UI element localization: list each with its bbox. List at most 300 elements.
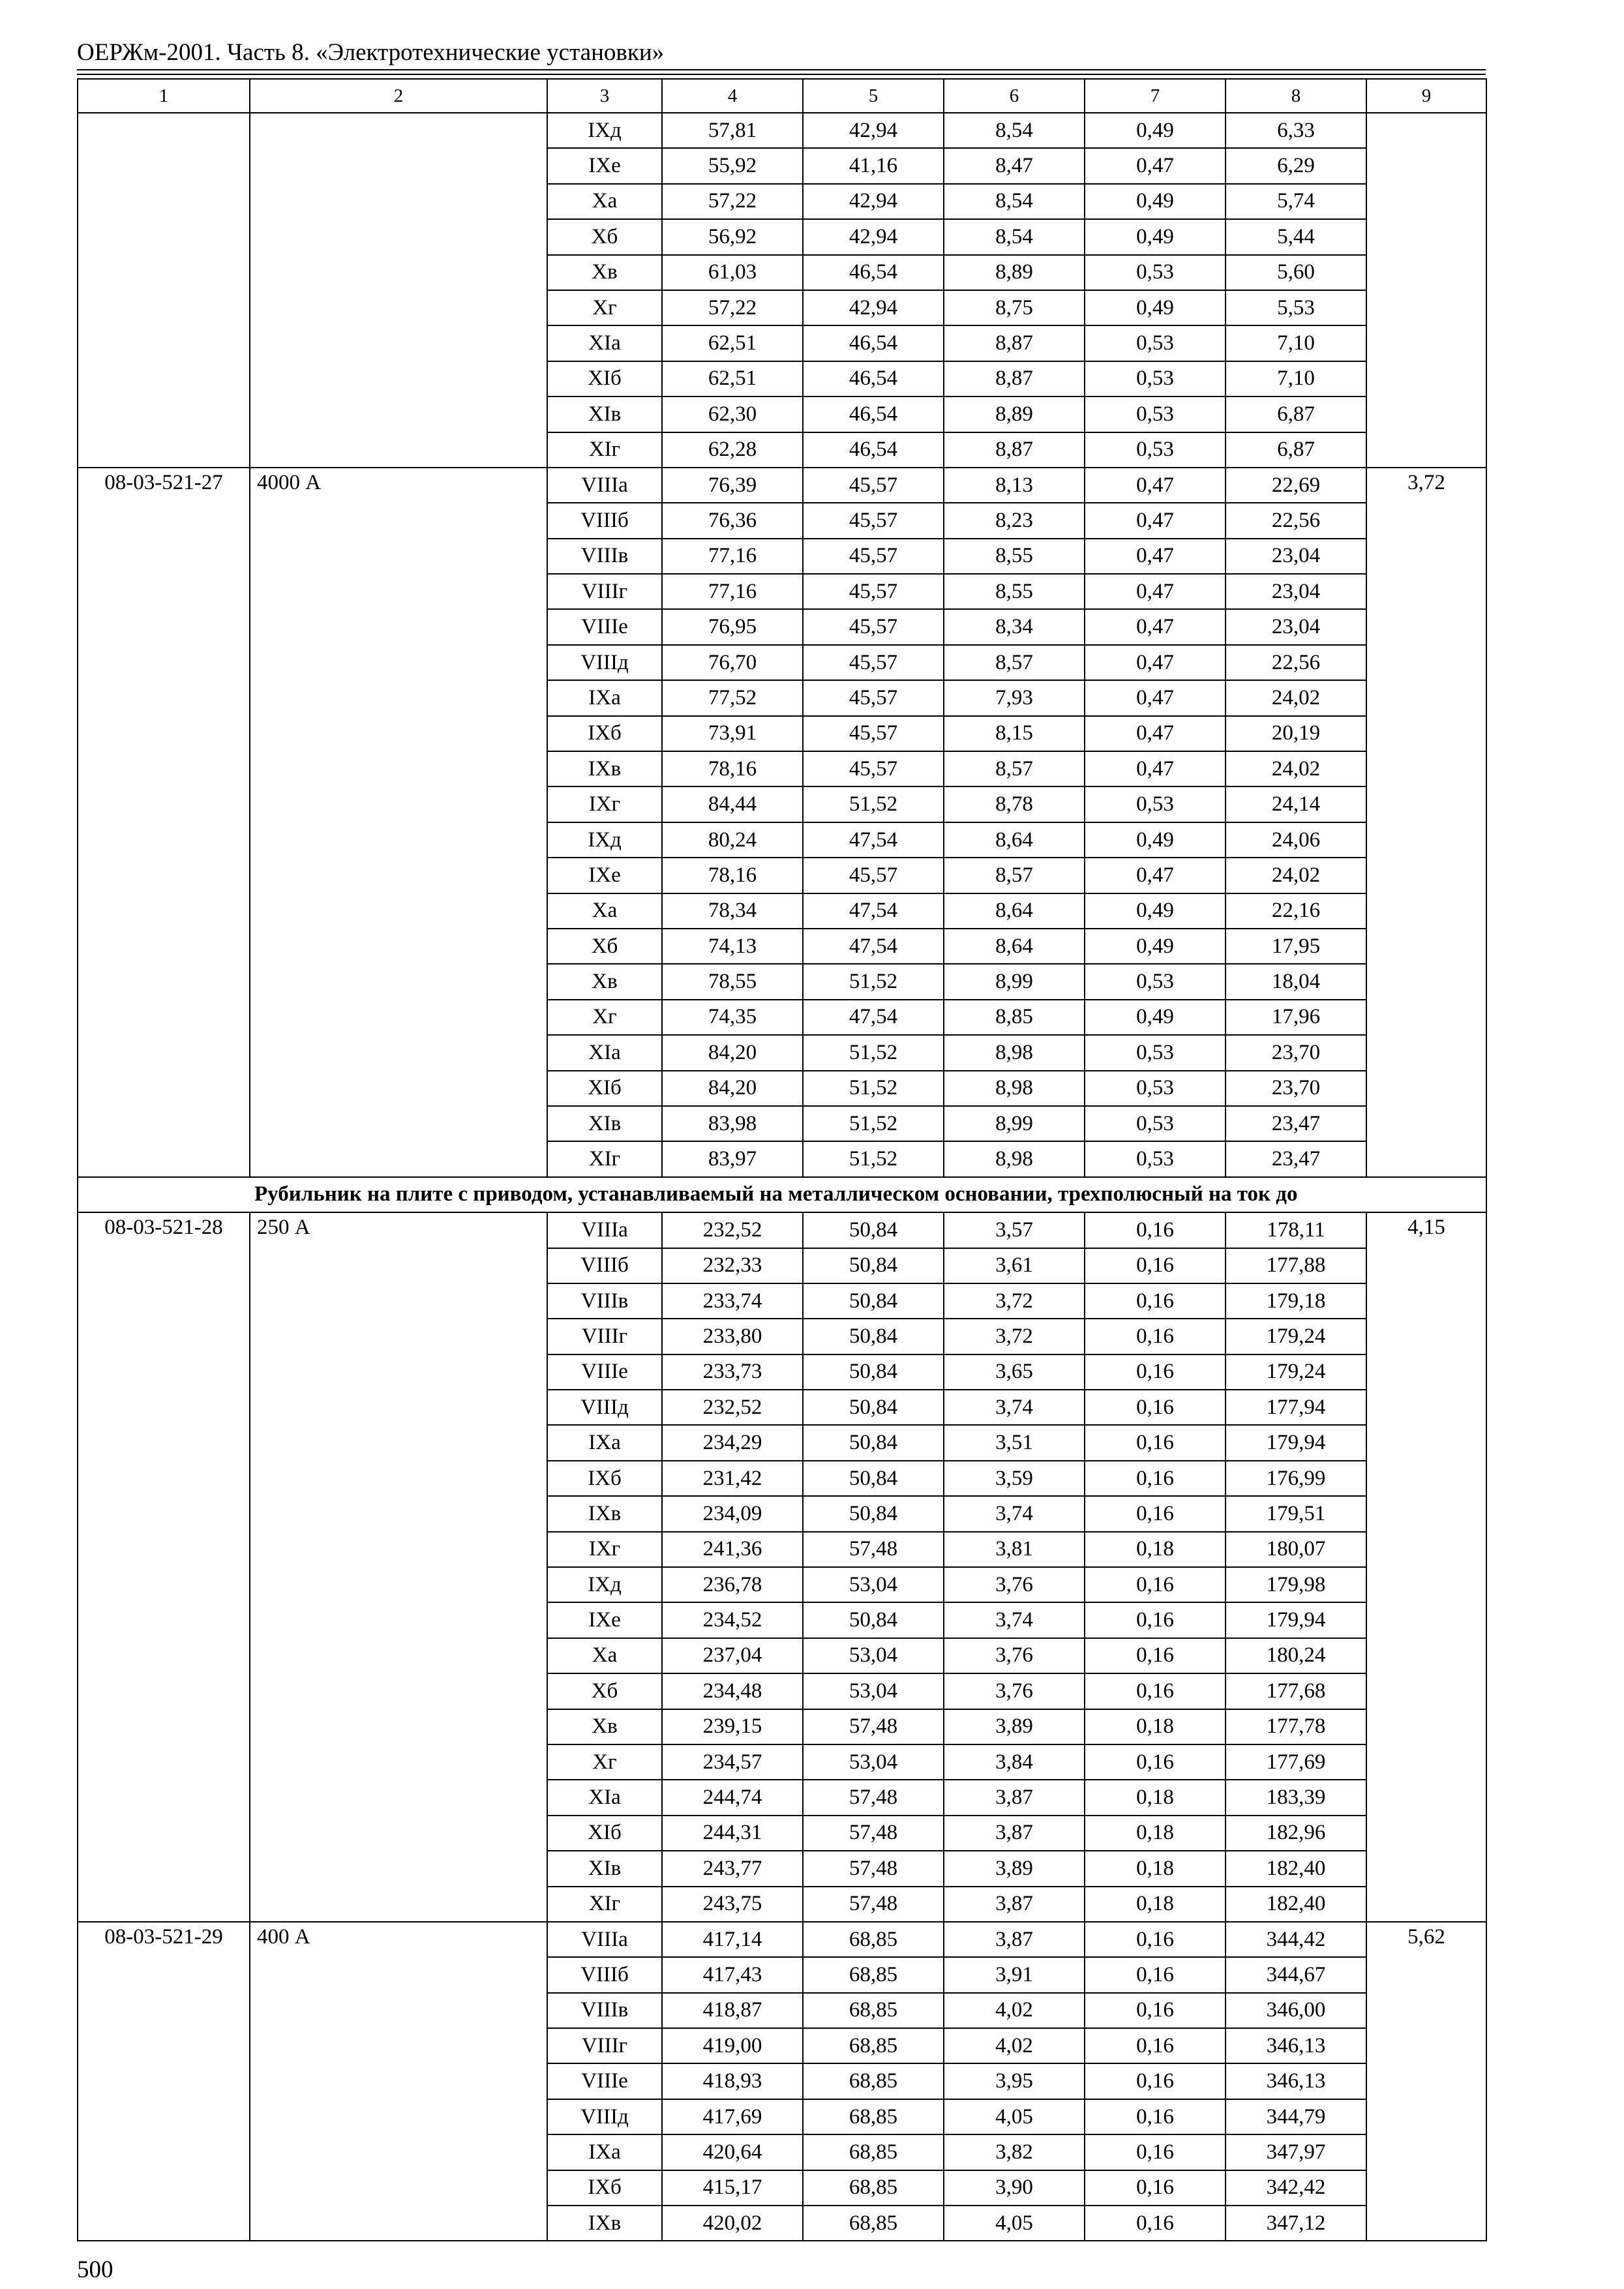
material-cost-cell: 23,47 xyxy=(1226,1141,1366,1176)
material-cost-cell: 23,04 xyxy=(1226,574,1366,609)
driver-wage-cell: 0,53 xyxy=(1085,1106,1226,1141)
zone-cell: XIв xyxy=(547,1851,662,1886)
labor-cost-cell: 45,57 xyxy=(803,858,944,893)
driver-wage-cell: 0,47 xyxy=(1085,503,1226,538)
zone-cell: VIIIб xyxy=(547,503,662,538)
direct-cost-cell: 78,34 xyxy=(662,893,803,929)
direct-cost-cell: 78,16 xyxy=(662,751,803,786)
driver-wage-cell: 0,16 xyxy=(1085,1425,1226,1460)
direct-cost-cell: 55,92 xyxy=(662,148,803,183)
material-cost-cell: 177,68 xyxy=(1226,1673,1366,1709)
material-cost-cell: 20,19 xyxy=(1226,716,1366,751)
direct-cost-cell: 243,75 xyxy=(662,1887,803,1922)
material-cost-cell: 23,47 xyxy=(1226,1106,1366,1141)
direct-cost-cell: 239,15 xyxy=(662,1709,803,1744)
direct-cost-cell: 232,33 xyxy=(662,1248,803,1283)
machine-cost-cell: 8,64 xyxy=(944,893,1085,929)
zone-cell: VIIIг xyxy=(547,574,662,609)
machine-cost-cell: 8,98 xyxy=(944,1071,1085,1106)
direct-cost-cell: 74,13 xyxy=(662,929,803,964)
material-cost-cell: 22,16 xyxy=(1226,893,1366,929)
driver-wage-cell: 0,47 xyxy=(1085,751,1226,786)
labor-cost-cell: 45,57 xyxy=(803,645,944,680)
direct-cost-cell: 76,36 xyxy=(662,503,803,538)
direct-cost-cell: 232,52 xyxy=(662,1212,803,1248)
direct-cost-cell: 80,24 xyxy=(662,822,803,858)
zone-cell: VIIIа xyxy=(547,468,662,503)
rate-code-cell: 08-03-521-27 xyxy=(78,468,250,1177)
machine-cost-cell: 8,54 xyxy=(944,219,1085,254)
labor-cost-cell: 50,84 xyxy=(803,1496,944,1531)
direct-cost-cell: 244,74 xyxy=(662,1780,803,1815)
zone-cell: IXе xyxy=(547,858,662,893)
direct-cost-cell: 78,55 xyxy=(662,964,803,999)
column-number: 1 xyxy=(78,79,250,113)
driver-wage-cell: 0,53 xyxy=(1085,1071,1226,1106)
column-number-row xyxy=(78,79,1486,113)
machine-cost-cell: 3,76 xyxy=(944,1567,1085,1602)
direct-cost-cell: 78,16 xyxy=(662,858,803,893)
direct-cost-cell: 236,78 xyxy=(662,1567,803,1602)
driver-wage-cell: 0,18 xyxy=(1085,1709,1226,1744)
direct-cost-cell: 77,16 xyxy=(662,574,803,609)
machine-cost-cell: 4,05 xyxy=(944,2206,1085,2241)
material-cost-cell: 178,11 xyxy=(1226,1212,1366,1248)
section-title: Рубильник на плите с приводом, устанавливаемый на металлическом основании, трехполюсный на ток до xyxy=(78,1177,1486,1212)
labor-cost-cell: 51,52 xyxy=(803,1035,944,1070)
driver-wage-cell: 0,49 xyxy=(1085,290,1226,325)
column-number: 5 xyxy=(803,79,944,113)
driver-wage-cell: 0,16 xyxy=(1085,2028,1226,2063)
zone-cell: Xв xyxy=(547,964,662,999)
zone-cell: Xв xyxy=(547,1709,662,1744)
material-cost-cell: 177,94 xyxy=(1226,1390,1366,1425)
rated-current-cell: 250 А xyxy=(250,1212,547,1922)
direct-cost-cell: 233,74 xyxy=(662,1283,803,1319)
direct-cost-cell: 56,92 xyxy=(662,219,803,254)
material-cost-cell: 17,95 xyxy=(1226,929,1366,964)
material-cost-cell: 6,33 xyxy=(1226,113,1366,148)
labor-cost-cell: 47,54 xyxy=(803,1000,944,1035)
direct-cost-cell: 233,80 xyxy=(662,1319,803,1354)
direct-cost-cell: 76,39 xyxy=(662,468,803,503)
zone-cell: Xб xyxy=(547,929,662,964)
direct-cost-cell: 417,69 xyxy=(662,2099,803,2134)
machine-cost-cell: 3,90 xyxy=(944,2170,1085,2206)
material-cost-cell: 6,87 xyxy=(1226,432,1366,468)
labor-cost-cell: 50,84 xyxy=(803,1425,944,1460)
direct-cost-cell: 62,51 xyxy=(662,361,803,396)
driver-wage-cell: 0,16 xyxy=(1085,2099,1226,2134)
machine-cost-cell: 4,02 xyxy=(944,2028,1085,2063)
zone-cell: IXв xyxy=(547,1496,662,1531)
zone-cell: XIа xyxy=(547,325,662,361)
rate-code-cell: 08-03-521-28 xyxy=(78,1212,250,1922)
zone-cell: Xа xyxy=(547,184,662,219)
zone-cell: IXа xyxy=(547,1425,662,1460)
machine-cost-cell: 3,81 xyxy=(944,1532,1085,1567)
machine-cost-cell: 8,57 xyxy=(944,858,1085,893)
material-cost-cell: 24,02 xyxy=(1226,751,1366,786)
direct-cost-cell: 232,52 xyxy=(662,1390,803,1425)
zone-cell: XIа xyxy=(547,1035,662,1070)
driver-wage-cell: 0,16 xyxy=(1085,2206,1226,2241)
labor-cost-cell: 47,54 xyxy=(803,893,944,929)
zone-cell: VIIIв xyxy=(547,539,662,574)
driver-wage-cell: 0,16 xyxy=(1085,1673,1226,1709)
direct-cost-cell: 57,22 xyxy=(662,290,803,325)
column-number: 7 xyxy=(1085,79,1226,113)
material-cost-cell: 23,04 xyxy=(1226,539,1366,574)
labor-cost-cell: 50,84 xyxy=(803,1248,944,1283)
labor-cost-cell: 45,57 xyxy=(803,716,944,751)
material-cost-cell: 177,78 xyxy=(1226,1709,1366,1744)
machine-cost-cell: 4,05 xyxy=(944,2099,1085,2134)
machine-cost-cell: 8,75 xyxy=(944,290,1085,325)
machine-cost-cell: 4,02 xyxy=(944,1993,1085,2028)
zone-cell: Xа xyxy=(547,893,662,929)
labor-hours-cell: 3,72 xyxy=(1366,468,1486,1177)
column-number: 9 xyxy=(1366,79,1486,113)
material-cost-cell: 180,07 xyxy=(1226,1532,1366,1567)
rate-code-cell xyxy=(78,113,250,468)
machine-cost-cell: 8,54 xyxy=(944,113,1085,148)
direct-cost-cell: 233,73 xyxy=(662,1354,803,1390)
table-row xyxy=(78,468,1486,503)
driver-wage-cell: 0,53 xyxy=(1085,255,1226,290)
labor-cost-cell: 53,04 xyxy=(803,1638,944,1673)
direct-cost-cell: 234,29 xyxy=(662,1425,803,1460)
zone-cell: XIб xyxy=(547,361,662,396)
machine-cost-cell: 8,78 xyxy=(944,786,1085,822)
labor-cost-cell: 57,48 xyxy=(803,1780,944,1815)
machine-cost-cell: 8,55 xyxy=(944,574,1085,609)
material-cost-cell: 344,79 xyxy=(1226,2099,1366,2134)
direct-cost-cell: 234,09 xyxy=(662,1496,803,1531)
zone-cell: VIIIа xyxy=(547,1212,662,1248)
driver-wage-cell: 0,18 xyxy=(1085,1816,1226,1851)
driver-wage-cell: 0,47 xyxy=(1085,858,1226,893)
rated-current-cell: 4000 А xyxy=(250,468,547,1177)
direct-cost-cell: 234,52 xyxy=(662,1602,803,1638)
labor-cost-cell: 68,85 xyxy=(803,2134,944,2170)
driver-wage-cell: 0,47 xyxy=(1085,645,1226,680)
driver-wage-cell: 0,16 xyxy=(1085,1957,1226,1992)
machine-cost-cell: 8,98 xyxy=(944,1141,1085,1176)
direct-cost-cell: 77,16 xyxy=(662,539,803,574)
labor-cost-cell: 53,04 xyxy=(803,1567,944,1602)
rated-current-cell: 400 А xyxy=(250,1922,547,2241)
material-cost-cell: 179,24 xyxy=(1226,1354,1366,1390)
machine-cost-cell: 8,64 xyxy=(944,822,1085,858)
labor-cost-cell: 46,54 xyxy=(803,361,944,396)
direct-cost-cell: 419,00 xyxy=(662,2028,803,2063)
zone-cell: VIIIд xyxy=(547,1390,662,1425)
labor-cost-cell: 68,85 xyxy=(803,1922,944,1957)
rated-current-cell xyxy=(250,113,547,468)
machine-cost-cell: 7,93 xyxy=(944,680,1085,715)
material-cost-cell: 22,56 xyxy=(1226,503,1366,538)
material-cost-cell: 176,99 xyxy=(1226,1461,1366,1496)
direct-cost-cell: 234,57 xyxy=(662,1744,803,1780)
machine-cost-cell: 3,87 xyxy=(944,1780,1085,1815)
zone-cell: IXд xyxy=(547,1567,662,1602)
labor-cost-cell: 51,52 xyxy=(803,964,944,999)
machine-cost-cell: 8,13 xyxy=(944,468,1085,503)
machine-cost-cell: 8,98 xyxy=(944,1035,1085,1070)
zone-cell: Xг xyxy=(547,290,662,325)
direct-cost-cell: 244,31 xyxy=(662,1816,803,1851)
driver-wage-cell: 0,53 xyxy=(1085,361,1226,396)
machine-cost-cell: 3,74 xyxy=(944,1390,1085,1425)
zone-cell: VIIIа xyxy=(547,1922,662,1957)
material-cost-cell: 24,14 xyxy=(1226,786,1366,822)
machine-cost-cell: 8,64 xyxy=(944,929,1085,964)
driver-wage-cell: 0,16 xyxy=(1085,1638,1226,1673)
driver-wage-cell: 0,49 xyxy=(1085,1000,1226,1035)
column-number: 3 xyxy=(547,79,662,113)
zone-cell: VIIIб xyxy=(547,1248,662,1283)
driver-wage-cell: 0,18 xyxy=(1085,1887,1226,1922)
direct-cost-cell: 62,28 xyxy=(662,432,803,468)
zone-cell: VIIIв xyxy=(547,1993,662,2028)
header-rule xyxy=(77,69,1486,70)
zone-cell: Xг xyxy=(547,1000,662,1035)
zone-cell: VIIIг xyxy=(547,1319,662,1354)
labor-cost-cell: 45,57 xyxy=(803,751,944,786)
driver-wage-cell: 0,47 xyxy=(1085,609,1226,644)
machine-cost-cell: 3,76 xyxy=(944,1638,1085,1673)
machine-cost-cell: 8,87 xyxy=(944,361,1085,396)
zone-cell: Xб xyxy=(547,219,662,254)
labor-cost-cell: 57,48 xyxy=(803,1532,944,1567)
driver-wage-cell: 0,47 xyxy=(1085,716,1226,751)
labor-cost-cell: 45,57 xyxy=(803,503,944,538)
direct-cost-cell: 83,97 xyxy=(662,1141,803,1176)
labor-cost-cell: 50,84 xyxy=(803,1461,944,1496)
direct-cost-cell: 73,91 xyxy=(662,716,803,751)
material-cost-cell: 346,13 xyxy=(1226,2028,1366,2063)
labor-cost-cell: 50,84 xyxy=(803,1354,944,1390)
material-cost-cell: 344,67 xyxy=(1226,1957,1366,1992)
column-number: 6 xyxy=(944,79,1085,113)
machine-cost-cell: 3,57 xyxy=(944,1212,1085,1248)
direct-cost-cell: 61,03 xyxy=(662,255,803,290)
machine-cost-cell: 3,74 xyxy=(944,1602,1085,1638)
material-cost-cell: 179,24 xyxy=(1226,1319,1366,1354)
driver-wage-cell: 0,16 xyxy=(1085,2063,1226,2099)
machine-cost-cell: 8,54 xyxy=(944,184,1085,219)
driver-wage-cell: 0,18 xyxy=(1085,1851,1226,1886)
driver-wage-cell: 0,16 xyxy=(1085,1744,1226,1780)
material-cost-cell: 24,06 xyxy=(1226,822,1366,858)
labor-cost-cell: 42,94 xyxy=(803,219,944,254)
material-cost-cell: 182,96 xyxy=(1226,1816,1366,1851)
machine-cost-cell: 3,51 xyxy=(944,1425,1085,1460)
direct-cost-cell: 84,20 xyxy=(662,1071,803,1106)
page-number: 500 xyxy=(77,2256,113,2283)
driver-wage-cell: 0,16 xyxy=(1085,1390,1226,1425)
material-cost-cell: 5,53 xyxy=(1226,290,1366,325)
driver-wage-cell: 0,18 xyxy=(1085,1780,1226,1815)
driver-wage-cell: 0,53 xyxy=(1085,1035,1226,1070)
material-cost-cell: 179,98 xyxy=(1226,1567,1366,1602)
direct-cost-cell: 415,17 xyxy=(662,2170,803,2206)
machine-cost-cell: 3,87 xyxy=(944,1922,1085,1957)
driver-wage-cell: 0,16 xyxy=(1085,1354,1226,1390)
machine-cost-cell: 3,65 xyxy=(944,1354,1085,1390)
machine-cost-cell: 8,57 xyxy=(944,751,1085,786)
zone-cell: IXв xyxy=(547,2206,662,2241)
labor-cost-cell: 47,54 xyxy=(803,929,944,964)
zone-cell: IXд xyxy=(547,113,662,148)
direct-cost-cell: 417,43 xyxy=(662,1957,803,1992)
material-cost-cell: 346,00 xyxy=(1226,1993,1366,2028)
material-cost-cell: 342,42 xyxy=(1226,2170,1366,2206)
machine-cost-cell: 3,72 xyxy=(944,1283,1085,1319)
material-cost-cell: 5,74 xyxy=(1226,184,1366,219)
zone-cell: IXг xyxy=(547,1532,662,1567)
material-cost-cell: 7,10 xyxy=(1226,325,1366,361)
zone-cell: VIIIб xyxy=(547,1957,662,1992)
zone-cell: Xа xyxy=(547,1638,662,1673)
machine-cost-cell: 8,87 xyxy=(944,325,1085,361)
machine-cost-cell: 8,85 xyxy=(944,1000,1085,1035)
table-row xyxy=(78,1212,1486,1248)
driver-wage-cell: 0,47 xyxy=(1085,148,1226,183)
zone-cell: VIIIе xyxy=(547,609,662,644)
driver-wage-cell: 0,47 xyxy=(1085,680,1226,715)
labor-cost-cell: 51,52 xyxy=(803,1071,944,1106)
zone-cell: XIг xyxy=(547,1141,662,1176)
direct-cost-cell: 83,98 xyxy=(662,1106,803,1141)
machine-cost-cell: 3,84 xyxy=(944,1744,1085,1780)
zone-cell: Xб xyxy=(547,1673,662,1709)
driver-wage-cell: 0,47 xyxy=(1085,468,1226,503)
driver-wage-cell: 0,49 xyxy=(1085,219,1226,254)
machine-cost-cell: 3,87 xyxy=(944,1816,1085,1851)
labor-hours-cell: 4,15 xyxy=(1366,1212,1486,1922)
driver-wage-cell: 0,16 xyxy=(1085,1212,1226,1248)
labor-cost-cell: 46,54 xyxy=(803,325,944,361)
direct-cost-cell: 77,52 xyxy=(662,680,803,715)
labor-cost-cell: 57,48 xyxy=(803,1709,944,1744)
labor-cost-cell: 51,52 xyxy=(803,1141,944,1176)
labor-cost-cell: 50,84 xyxy=(803,1283,944,1319)
material-cost-cell: 179,51 xyxy=(1226,1496,1366,1531)
labor-cost-cell: 53,04 xyxy=(803,1744,944,1780)
driver-wage-cell: 0,16 xyxy=(1085,2134,1226,2170)
machine-cost-cell: 8,55 xyxy=(944,539,1085,574)
labor-cost-cell: 57,48 xyxy=(803,1816,944,1851)
zone-cell: XIг xyxy=(547,1887,662,1922)
labor-cost-cell: 42,94 xyxy=(803,290,944,325)
zone-cell: IXе xyxy=(547,148,662,183)
zone-cell: VIIIд xyxy=(547,645,662,680)
material-cost-cell: 180,24 xyxy=(1226,1638,1366,1673)
direct-cost-cell: 62,30 xyxy=(662,396,803,432)
material-cost-cell: 22,56 xyxy=(1226,645,1366,680)
labor-cost-cell: 42,94 xyxy=(803,113,944,148)
material-cost-cell: 5,44 xyxy=(1226,219,1366,254)
zone-cell: XIв xyxy=(547,396,662,432)
material-cost-cell: 23,70 xyxy=(1226,1035,1366,1070)
labor-cost-cell: 46,54 xyxy=(803,396,944,432)
material-cost-cell: 177,88 xyxy=(1226,1248,1366,1283)
driver-wage-cell: 0,16 xyxy=(1085,1319,1226,1354)
section-row xyxy=(78,1177,1486,1212)
direct-cost-cell: 420,02 xyxy=(662,2206,803,2241)
labor-cost-cell: 41,16 xyxy=(803,148,944,183)
driver-wage-cell: 0,16 xyxy=(1085,2170,1226,2206)
labor-hours-cell xyxy=(1366,113,1486,468)
driver-wage-cell: 0,53 xyxy=(1085,786,1226,822)
labor-cost-cell: 51,52 xyxy=(803,1106,944,1141)
driver-wage-cell: 0,49 xyxy=(1085,184,1226,219)
machine-cost-cell: 3,72 xyxy=(944,1319,1085,1354)
material-cost-cell: 5,60 xyxy=(1226,255,1366,290)
labor-cost-cell: 46,54 xyxy=(803,432,944,468)
zone-cell: IXа xyxy=(547,680,662,715)
driver-wage-cell: 0,49 xyxy=(1085,929,1226,964)
column-number: 4 xyxy=(662,79,803,113)
labor-cost-cell: 68,85 xyxy=(803,2206,944,2241)
machine-cost-cell: 3,89 xyxy=(944,1709,1085,1744)
material-cost-cell: 182,40 xyxy=(1226,1851,1366,1886)
zone-cell: XIг xyxy=(547,432,662,468)
direct-cost-cell: 417,14 xyxy=(662,1922,803,1957)
labor-cost-cell: 68,85 xyxy=(803,1993,944,2028)
header-rule xyxy=(77,74,1486,75)
material-cost-cell: 347,97 xyxy=(1226,2134,1366,2170)
zone-cell: XIа xyxy=(547,1780,662,1815)
machine-cost-cell: 8,47 xyxy=(944,148,1085,183)
zone-cell: IXд xyxy=(547,822,662,858)
zone-cell: XIб xyxy=(547,1071,662,1106)
machine-cost-cell: 8,15 xyxy=(944,716,1085,751)
driver-wage-cell: 0,16 xyxy=(1085,1602,1226,1638)
zone-cell: VIIIд xyxy=(547,2099,662,2134)
zone-cell: VIIIв xyxy=(547,1283,662,1319)
driver-wage-cell: 0,49 xyxy=(1085,822,1226,858)
direct-cost-cell: 418,87 xyxy=(662,1993,803,2028)
direct-cost-cell: 57,22 xyxy=(662,184,803,219)
driver-wage-cell: 0,16 xyxy=(1085,1496,1226,1531)
machine-cost-cell: 8,57 xyxy=(944,645,1085,680)
machine-cost-cell: 8,99 xyxy=(944,1106,1085,1141)
driver-wage-cell: 0,16 xyxy=(1085,1922,1226,1957)
material-cost-cell: 347,12 xyxy=(1226,2206,1366,2241)
machine-cost-cell: 3,91 xyxy=(944,1957,1085,1992)
table-row xyxy=(78,1922,1486,1957)
direct-cost-cell: 231,42 xyxy=(662,1461,803,1496)
material-cost-cell: 179,94 xyxy=(1226,1425,1366,1460)
labor-cost-cell: 45,57 xyxy=(803,574,944,609)
machine-cost-cell: 8,99 xyxy=(944,964,1085,999)
machine-cost-cell: 3,87 xyxy=(944,1887,1085,1922)
labor-cost-cell: 45,57 xyxy=(803,680,944,715)
direct-cost-cell: 76,95 xyxy=(662,609,803,644)
zone-cell: IXб xyxy=(547,1461,662,1496)
material-cost-cell: 24,02 xyxy=(1226,680,1366,715)
direct-cost-cell: 243,77 xyxy=(662,1851,803,1886)
labor-cost-cell: 46,54 xyxy=(803,255,944,290)
column-number: 2 xyxy=(250,79,547,113)
material-cost-cell: 17,96 xyxy=(1226,1000,1366,1035)
driver-wage-cell: 0,49 xyxy=(1085,113,1226,148)
labor-hours-cell: 5,62 xyxy=(1366,1922,1486,2241)
driver-wage-cell: 0,53 xyxy=(1085,964,1226,999)
